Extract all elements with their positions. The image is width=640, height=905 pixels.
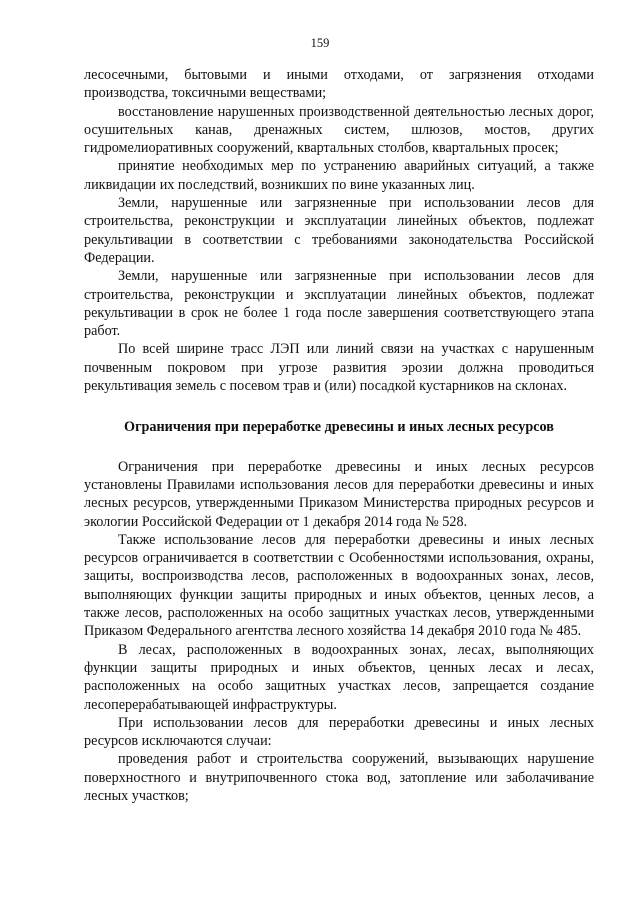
paragraph: восстановление нарушенных производственной деятельностью лесных дорог, осушительных канав, дренажных систем, шлюзов, мостов, других гидромелиоративных сооружений, квартальных столбов, квартальных просек; (84, 103, 594, 157)
paragraph-continuation: лесосечными, бытовыми и иными отходами, от загрязнения отходами производства, токсичными веществами; (84, 67, 594, 102)
paragraph: Ограничения при переработке древесины и иных лесных ресурсов установлены Правилами использования лесов для переработки древесины и иных лесных ресурсов, утвержденными Приказом Министерства природных ресурсов и экологии Российской Федерации от 1 декабря 2014 года № 528. (84, 458, 594, 530)
paragraph: Земли, нарушенные или загрязненные при использовании лесов для строительства, реконструкции и эксплуатации линейных объектов, подлежат рекультивации в соответствии с требованиями законодательства Российской Федерации. (84, 195, 594, 266)
section-heading: Ограничения при переработке древесины и иных лесных ресурсов (124, 419, 554, 436)
paragraph: принятие необходимых мер по устранению аварийных ситуаций, а также ликвидации их последствий, возникших по вине указанных лиц. (84, 158, 594, 193)
page-number: 159 (310, 36, 330, 50)
paragraph: проведения работ и строительства сооружений, вызывающих нарушение поверхностного и внутрипочвенного стока вод, затопление или заболачивание лесных участков; (84, 751, 594, 804)
paragraph: В лесах, расположенных в водоохранных зонах, лесах, выполняющих функции защиты природных и иных объектов, ценных лесах и лесах, расположенных на особо защитных участках лесов, запрещается создание лесоперерабатывающей инфраструктуры. (84, 641, 594, 713)
paragraph: При использовании лесов для переработки древесины и иных лесных ресурсов исключаются случаи: (84, 714, 594, 750)
paragraph: По всей ширине трасс ЛЭП или линий связи на участках с нарушенным почвенным покровом при угрозе развития эрозии должна проводиться рекультивация земель с посевом трав и (или) посадкой кустарников на склонах. (84, 341, 594, 395)
page-body (84, 66, 594, 805)
paragraph: Также использование лесов для переработки древесины и иных лесных ресурсов ограничивается в соответствии с Особенностями использования, охраны, защиты, воспроизводства лесов, расположенных в водоохранных зонах, лесов, выполняющих функции защиты природных и иных объектов, ценных лесов, а также лесов, расположенных на особо защитных участках лесов, утвержденными Приказом Федерального агентства лесного хозяйства 14 декабря 2010 года № 485. (84, 531, 594, 640)
paragraph: Земли, нарушенные или загрязненные при использовании лесов для строительства, реконструкции и эксплуатации линейных объектов, подлежат рекультивации в срок не более 1 года после завершения соответствующего этапа работ. (84, 268, 594, 340)
